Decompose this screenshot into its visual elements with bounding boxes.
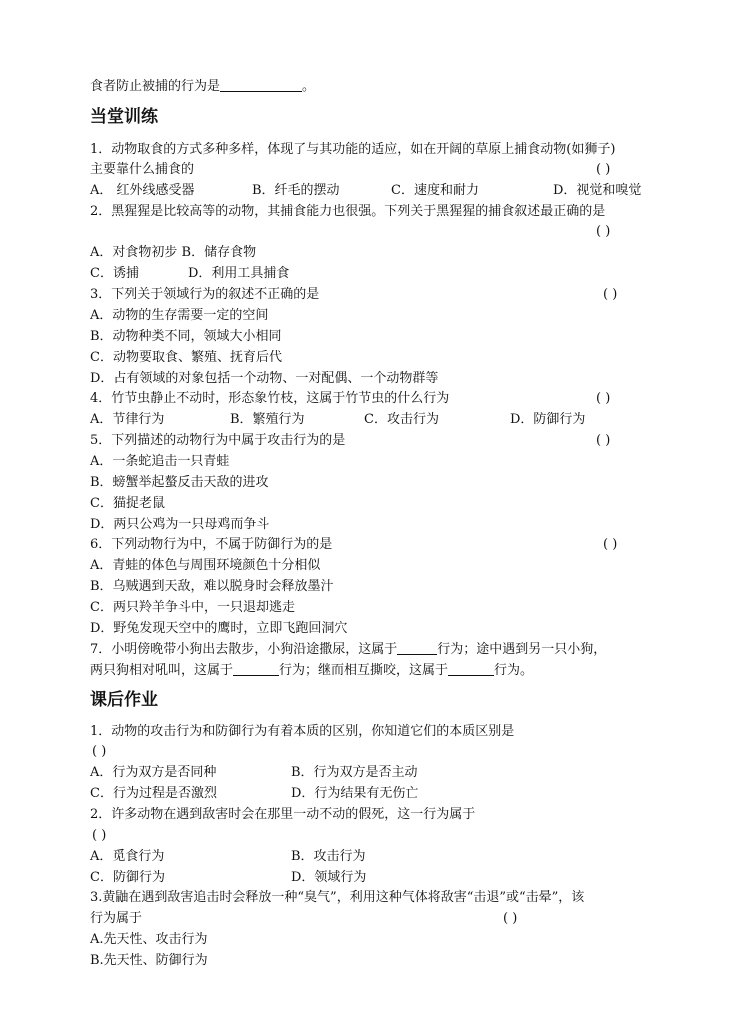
q4-option-b: B．繁殖行为 [230, 412, 305, 427]
q4-option-d: D．防御行为 [510, 412, 586, 427]
intro-line [90, 77, 315, 97]
q4-option-a: A．节律行为 [90, 412, 165, 427]
q1-option-c: C．速度和耐力 [391, 183, 479, 198]
h2-answer-paren: ( ) [92, 828, 107, 843]
h1-answer-paren: ( ) [92, 744, 107, 759]
h1-option-b: B．行为双方是否主动 [291, 765, 418, 780]
q2-option-d: D．利用工具捕食 [188, 266, 290, 281]
q7-text-5: 行为。 [494, 663, 534, 678]
q5-option-d: D．两只公鸡为一只母鸡而争斗 [90, 517, 270, 532]
section-title-practice: 当堂训练 [90, 107, 158, 127]
h2-stem: 2．许多动物在遇到敌害时会在那里一动不动的假死，这一行为属于 [90, 807, 476, 822]
h1-stem: 1．动物的攻击行为和防御行为有着本质的区别，你知道它们的本质区别是 [90, 724, 515, 739]
q5-option-c: C．猫捉老鼠 [90, 496, 165, 511]
q6-option-a: A．青蛙的体色与周围环境颜色十分相似 [90, 558, 321, 573]
q3-answer-paren: ( ) [603, 287, 618, 302]
q7-blank-3 [448, 661, 494, 676]
q7-blank-2 [233, 661, 279, 676]
q3-option-d: D．占有领域的对象包括一个动物、一对配偶、一个动物群等 [90, 371, 439, 386]
q1-option-a: A． 红外线感受器 [90, 183, 195, 198]
q3-option-c: C．动物要取食、繁殖、抚育后代 [90, 350, 282, 365]
q1-stem: 1．动物取食的方式多种多样，体现了与其功能的适应，如在开阔的草原上捕食动物(如狮子) [90, 142, 616, 157]
q7-blank-1 [397, 640, 437, 655]
h3-option-a: A.先天性、攻击行为 [90, 932, 208, 947]
q5-answer-paren: ( ) [596, 433, 611, 448]
h3-stem-cont: 行为属于 [90, 911, 143, 926]
q1-stem-cont: 主要靠什么捕食的 [90, 162, 195, 177]
h3-option-b: B.先天性、防御行为 [90, 953, 208, 968]
h3-answer-paren: ( ) [503, 911, 518, 926]
q3-option-a: A．动物的生存需要一定的空间 [90, 308, 269, 323]
section-title-homework: 课后作业 [90, 690, 158, 710]
q4-stem: 4．竹节虫静止不动时，形态象竹枝，这属于竹节虫的什么行为 [90, 391, 450, 406]
q6-option-c: C．两只羚羊争斗中，一只退却逃走 [90, 600, 295, 615]
q2-option-ab: A．对食物初步 B．储存食物 [90, 245, 257, 260]
q5-stem: 5．下列描述的动物行为中属于攻击行为的是 [90, 433, 346, 448]
q5-option-b: B．螃蟹举起螯反击天敌的进攻 [90, 475, 269, 490]
h1-option-c: C．行为过程是否激烈 [90, 786, 217, 801]
q6-stem: 6．下列动物行为中，不属于防御行为的是 [90, 537, 333, 552]
q6-option-d: D．野兔发现天空中的鹰时，立即飞跑回洞穴 [90, 621, 348, 636]
h2-option-a: A．觅食行为 [90, 849, 165, 864]
q7-text-1: 7．小明傍晚带小狗出去散步，小狗沿途撒尿，这属于 [90, 642, 398, 657]
q3-stem: 3．下列关于领域行为的叙述不正确的是 [90, 287, 320, 302]
intro-text: 食者防止被捕的行为是 [90, 79, 221, 94]
q1-option-d: D．视觉和嗅觉 [553, 183, 642, 198]
h2-option-b: B．攻击行为 [291, 849, 366, 864]
q2-answer-paren: ( ) [596, 224, 611, 239]
q3-option-b: B．动物种类不同，领域大小相同 [90, 329, 282, 344]
q2-stem: 2．黑猩猩是比较高等的动物，其捕食能力也很强。下列关于黑猩猩的捕食叙述最正确的是 [90, 204, 606, 219]
q7-text-2: 行为；途中遇到另一只小狗， [437, 642, 607, 657]
intro-blank [220, 77, 302, 92]
q5-option-a: A．一条蛇追击一只青蛙 [90, 454, 230, 469]
q7-line2 [90, 661, 533, 681]
q4-option-c: C．攻击行为 [364, 412, 439, 427]
q1-option-b: B．纤毛的摆动 [252, 183, 340, 198]
q6-option-b: B．乌贼遇到天敌，难以脱身时会释放墨汁 [90, 579, 334, 594]
q1-answer-paren: ( ) [596, 162, 611, 177]
h1-option-d: D．行为结果有无伤亡 [291, 786, 419, 801]
h2-option-d: D．领域行为 [291, 870, 367, 885]
h2-option-c: C．防御行为 [90, 870, 165, 885]
q2-option-c: C．诱捕 [90, 266, 139, 281]
q7-text-3: 两只狗相对吼叫，这属于 [90, 663, 234, 678]
q7-line1 [90, 640, 606, 660]
q6-answer-paren: ( ) [603, 537, 618, 552]
q4-answer-paren: ( ) [596, 391, 611, 406]
h1-option-a: A．行为双方是否同种 [90, 765, 217, 780]
intro-end: 。 [302, 79, 316, 94]
h3-stem: 3.黄鼬在遇到敌害追击时会释放一种“臭气”，利用这种气体将敌害“击退”或“击晕”，该 [90, 890, 585, 905]
q7-text-4: 行为；继而相互撕咬，这属于 [279, 663, 449, 678]
